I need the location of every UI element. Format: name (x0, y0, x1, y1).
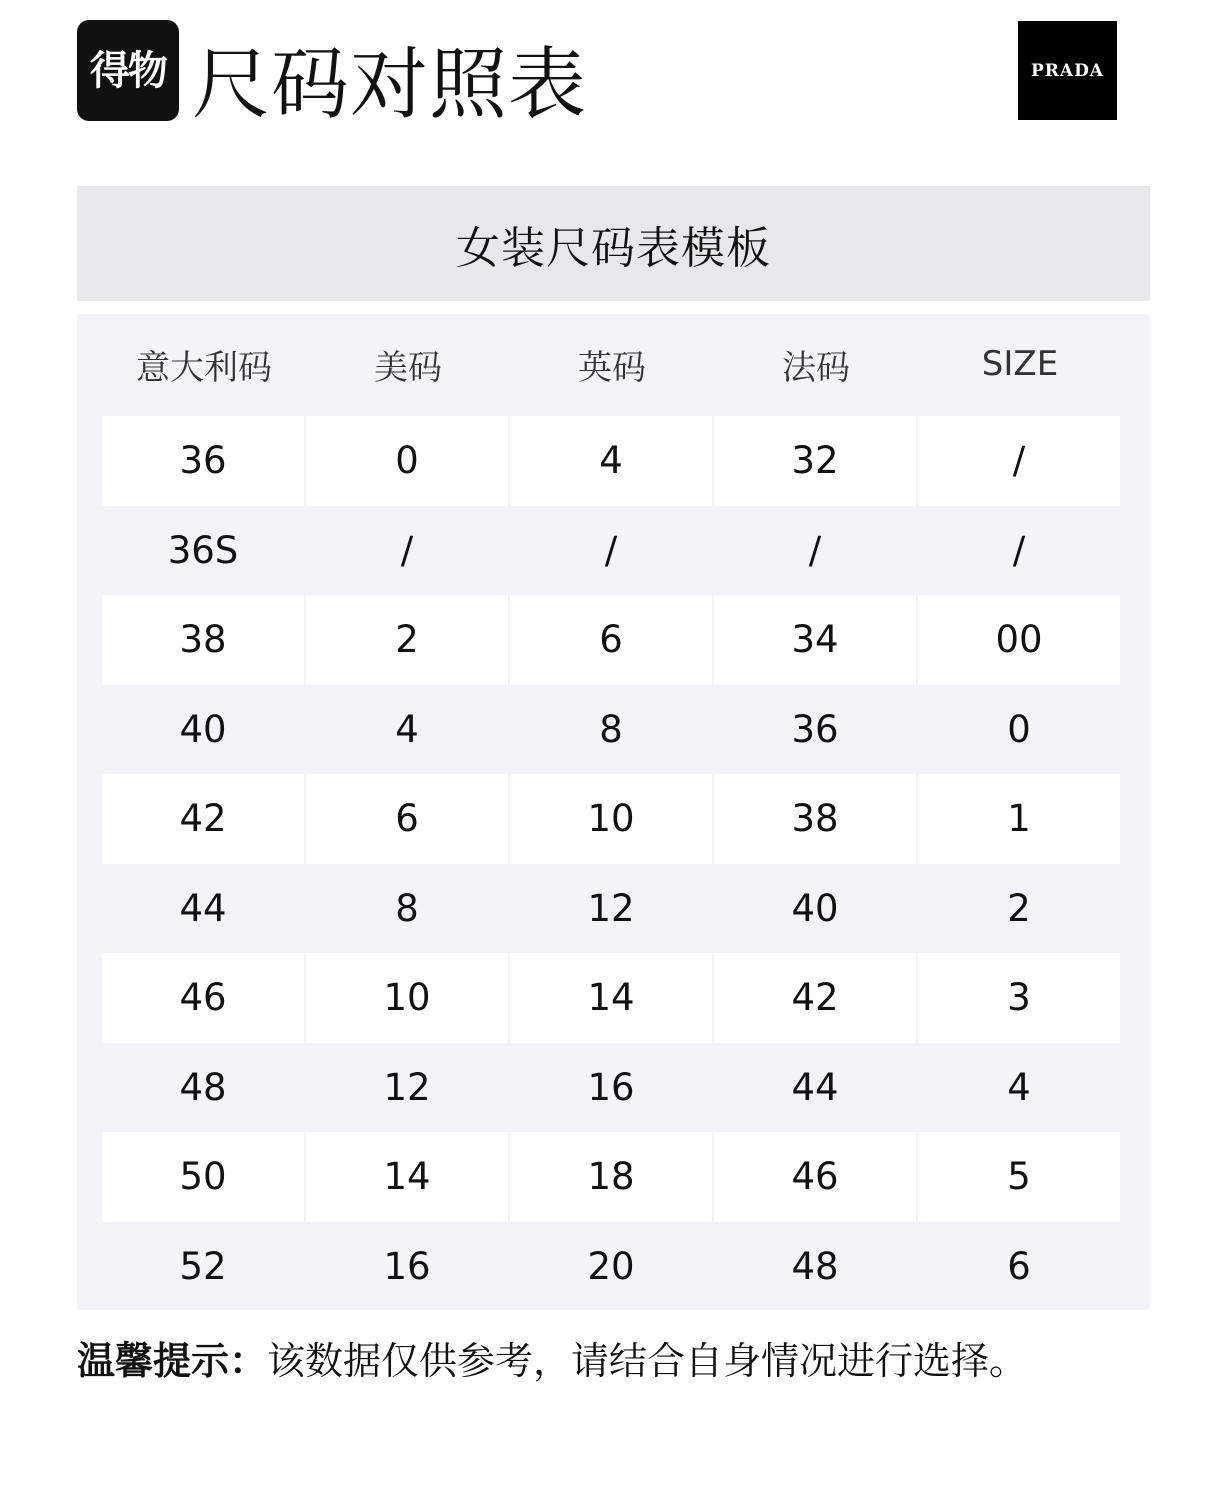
table-cell: 44 (179, 886, 227, 930)
table-cell: 16 (383, 1244, 431, 1288)
table-cell: 6 (510, 595, 712, 685)
table-row (102, 685, 1122, 775)
notice (77, 1330, 1027, 1385)
table-cell: 42 (102, 774, 304, 864)
table-title-bar (77, 186, 1150, 301)
table-cell: / (918, 416, 1120, 506)
table-row (102, 1043, 1122, 1133)
app-logo (77, 20, 179, 121)
table-cell: 36 (791, 707, 839, 751)
table-cell: 1 (918, 774, 1120, 864)
table-row (102, 1132, 1122, 1222)
table-row (102, 774, 1122, 864)
table-cell: 6 (306, 774, 508, 864)
table-cell: 52 (179, 1244, 227, 1288)
table-cell: 32 (714, 416, 916, 506)
table-row (102, 864, 1122, 954)
table-cell: 5 (918, 1132, 1120, 1222)
table-cell: 4 (510, 416, 712, 506)
table-cell: 2 (1007, 886, 1031, 930)
table-cell: 10 (510, 774, 712, 864)
table-row (102, 1222, 1122, 1312)
brand-logo-text: PRADA (1030, 60, 1105, 81)
table-cell: 10 (306, 953, 508, 1043)
table-cell: 38 (714, 774, 916, 864)
table-cell: 40 (791, 886, 839, 930)
table-cell: 4 (1007, 1065, 1031, 1109)
table-header-row (102, 314, 1122, 414)
table-cell: 40 (179, 707, 227, 751)
table-row (102, 953, 1122, 1043)
table-cell: 50 (102, 1132, 304, 1222)
table-cell: 14 (510, 953, 712, 1043)
column-header-italy: 意大利码 (136, 347, 272, 388)
table-title: 女装尺码表模板 (456, 222, 771, 274)
table-cell: 18 (510, 1132, 712, 1222)
page-title: 尺码对照表 (192, 40, 588, 130)
table-cell: 8 (395, 886, 419, 930)
table-cell: 3 (918, 953, 1120, 1043)
table-cell: 12 (587, 886, 635, 930)
table-cell: 4 (395, 707, 419, 751)
table-cell: / (400, 528, 414, 572)
table-cell: 48 (791, 1244, 839, 1288)
table-cell: 38 (102, 595, 304, 685)
size-table (77, 314, 1150, 1310)
table-cell: 00 (918, 595, 1120, 685)
table-cell: 36S (167, 528, 239, 572)
table-cell: 12 (383, 1065, 431, 1109)
table-cell: / (604, 528, 618, 572)
table-cell: 6 (1007, 1244, 1031, 1288)
table-cell: 46 (714, 1132, 916, 1222)
table-row (102, 416, 1122, 506)
column-header-size: SIZE (981, 344, 1059, 384)
table-cell: 42 (714, 953, 916, 1043)
table-body (102, 416, 1122, 1311)
notice-text: 该数据仅供参考，请结合自身情况进行选择。 (267, 1339, 1028, 1383)
column-header-uk: 英码 (578, 347, 646, 388)
table-cell: / (808, 528, 822, 572)
table-cell: 0 (306, 416, 508, 506)
table-cell: 20 (587, 1244, 635, 1288)
table-cell: 36 (102, 416, 304, 506)
app-logo-text: 得物 (90, 47, 166, 94)
table-cell: 46 (102, 953, 304, 1043)
table-cell: 48 (179, 1065, 227, 1109)
table-row (102, 595, 1122, 685)
table-cell: 44 (791, 1065, 839, 1109)
table-cell: 14 (306, 1132, 508, 1222)
notice-label: 温馨提示： (77, 1339, 268, 1383)
table-cell: 8 (599, 707, 623, 751)
column-header-us: 美码 (374, 347, 442, 388)
table-cell: / (1012, 528, 1026, 572)
column-header-france: 法码 (782, 347, 850, 388)
table-row (102, 506, 1122, 596)
table-cell: 16 (587, 1065, 635, 1109)
brand-logo (1018, 21, 1117, 120)
table-cell: 2 (306, 595, 508, 685)
table-cell: 0 (1007, 707, 1031, 751)
table-cell: 34 (714, 595, 916, 685)
